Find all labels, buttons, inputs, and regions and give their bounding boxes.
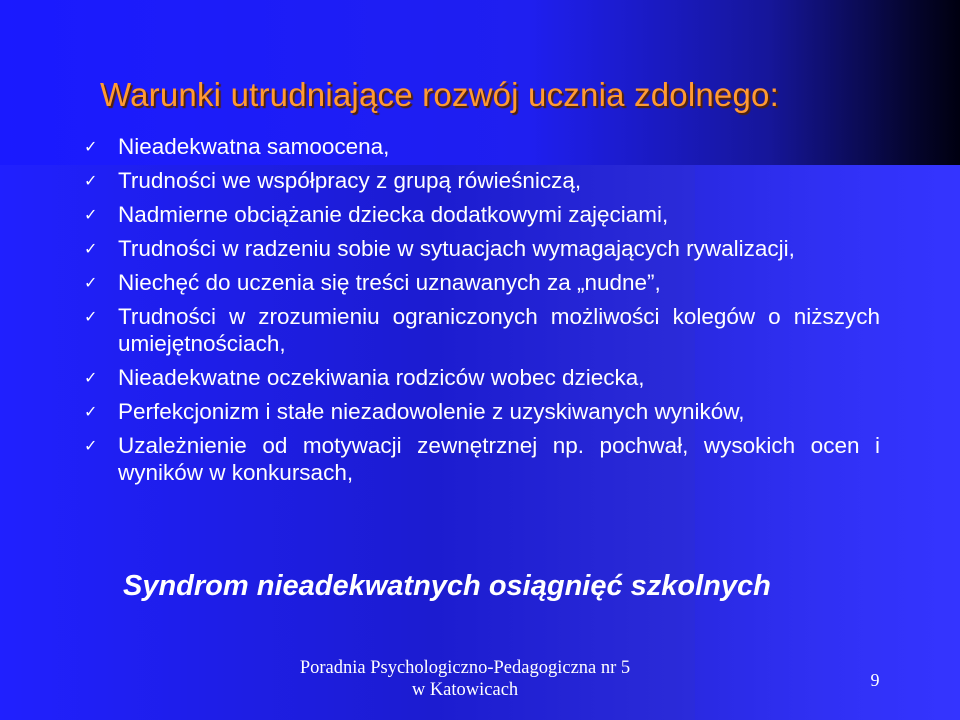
list-item-text: Uzależnienie od motywacji zewnętrznej np. pochwał, wysokich ocen i wyników w konkursach,: [118, 433, 880, 485]
check-icon: ✓: [84, 173, 98, 190]
page-number: 9: [870, 670, 880, 690]
list-item-text: Nadmierne obciążanie dziecka dodatkowymi zajęciami,: [118, 202, 669, 227]
list-item-text: Trudności we współpracy z grupą rówieśniczą,: [118, 168, 582, 193]
list-item: [80, 269, 880, 296]
list-item: [80, 167, 880, 194]
list-item: [80, 235, 880, 262]
list-item: [80, 133, 880, 160]
footer-institution: Poradnia Psychologiczno-Pedagogiczna nr 5: [299, 658, 631, 678]
check-icon: ✓: [84, 275, 98, 292]
list-item: [80, 201, 880, 228]
list-item: [80, 398, 880, 425]
syndrome-heading: Syndrom nieadekwatnych osiągnięć szkolnych: [123, 570, 771, 602]
list-item: [80, 432, 880, 486]
list-item: [80, 303, 880, 357]
check-icon: ✓: [84, 404, 98, 421]
list-item-text: Trudności w radzeniu sobie w sytuacjach wymagających rywalizacji,: [118, 236, 795, 261]
list-item-text: Nieadekwatna samoocena,: [118, 134, 390, 159]
slide-title: Warunki utrudniające rozwój ucznia zdolnego:: [100, 76, 779, 113]
bullet-list: [80, 133, 880, 493]
footer: [290, 657, 640, 701]
list-item-text: Nieadekwatne oczekiwania rodziców wobec dziecka,: [118, 365, 645, 390]
check-icon: ✓: [84, 207, 98, 224]
check-icon: ✓: [84, 370, 98, 387]
check-icon: ✓: [84, 241, 98, 258]
list-item-text: Trudności w zrozumieniu ograniczonych możliwości kolegów o niższych umiejętnościach,: [118, 304, 880, 356]
list-item-text: Niechęć do uczenia się treści uznawanych za „nudne”,: [118, 270, 661, 295]
list-item-text: Perfekcjonizm i stałe niezadowolenie z uzyskiwanych wyników,: [118, 399, 745, 424]
list-item: [80, 364, 880, 391]
check-icon: ✓: [84, 438, 98, 455]
footer-city: w Katowicach: [411, 680, 519, 700]
check-icon: ✓: [84, 139, 98, 156]
check-icon: ✓: [84, 309, 98, 326]
